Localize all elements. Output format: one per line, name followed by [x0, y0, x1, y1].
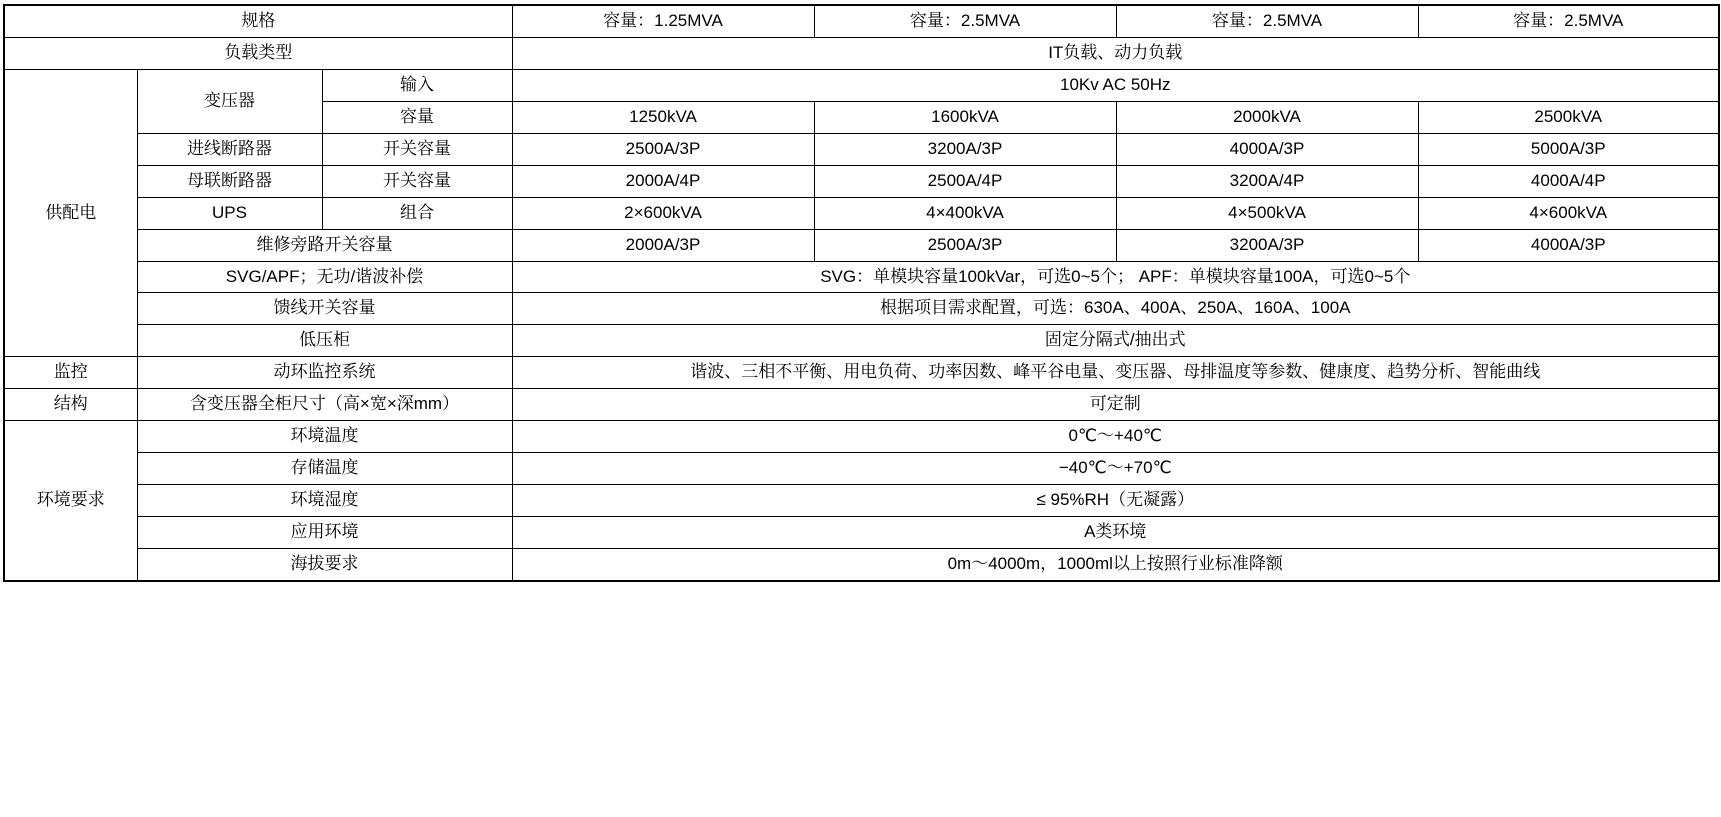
table-row — [4, 69, 1719, 101]
subgroup-cabinet-dimensions: 含变压器全柜尺寸（高×宽×深mm） — [137, 389, 512, 421]
ups-2: 4×400kVA — [814, 197, 1116, 229]
subgroup-low-voltage-cabinet: 低压柜 — [137, 325, 512, 357]
category-structure: 结构 — [4, 389, 137, 421]
subgroup-env-monitoring-system: 动环监控系统 — [137, 357, 512, 389]
param-switch-capacity-incoming: 开关容量 — [322, 133, 512, 165]
ups-4: 4×600kVA — [1418, 197, 1719, 229]
category-environment: 环境要求 — [4, 421, 137, 581]
maintenance-bypass-1: 2000A/3P — [512, 229, 814, 261]
load-type-value: IT负载、动力负载 — [512, 37, 1719, 69]
transformer-capacity-1: 1250kVA — [512, 101, 814, 133]
category-power-distribution: 供配电 — [4, 69, 137, 356]
subgroup-feeder-switch: 馈线开关容量 — [137, 293, 512, 325]
subgroup-tie-breaker: 母联断路器 — [137, 165, 322, 197]
incoming-breaker-1: 2500A/3P — [512, 133, 814, 165]
maintenance-bypass-2: 2500A/3P — [814, 229, 1116, 261]
table-row — [4, 485, 1719, 517]
param-capacity: 容量 — [322, 101, 512, 133]
table-row — [4, 37, 1719, 69]
param-input: 输入 — [322, 69, 512, 101]
monitoring-value: 谐波、三相不平衡、用电负荷、功率因数、峰平谷电量、变压器、母排温度等参数、健康度、趋势分析、智能曲线 — [512, 357, 1719, 389]
incoming-breaker-2: 3200A/3P — [814, 133, 1116, 165]
tie-breaker-4: 4000A/4P — [1418, 165, 1719, 197]
incoming-breaker-4: 5000A/3P — [1418, 133, 1719, 165]
table-row — [4, 197, 1719, 229]
tie-breaker-3: 3200A/4P — [1116, 165, 1418, 197]
low-voltage-cabinet-value: 固定分隔式/抽出式 — [512, 325, 1719, 357]
transformer-capacity-4: 2500kVA — [1418, 101, 1719, 133]
param-storage-temperature: 存储温度 — [137, 453, 512, 485]
table-row — [4, 517, 1719, 549]
incoming-breaker-3: 4000A/3P — [1116, 133, 1418, 165]
table-row — [4, 261, 1719, 293]
tie-breaker-2: 2500A/4P — [814, 165, 1116, 197]
svg-apf-value: SVG：单模块容量100kVar，可选0~5个； APF：单模块容量100A，可选0~5个 — [512, 261, 1719, 293]
maintenance-bypass-3: 3200A/3P — [1116, 229, 1418, 261]
ambient-humidity-value: ≤ 95%RH（无凝露） — [512, 485, 1719, 517]
param-ambient-humidity: 环境湿度 — [137, 485, 512, 517]
transformer-capacity-3: 2000kVA — [1116, 101, 1418, 133]
ups-3: 4×500kVA — [1116, 197, 1418, 229]
capacity-4: 容量：2.5MVA — [1418, 5, 1719, 37]
table-row — [4, 165, 1719, 197]
table-body — [4, 5, 1719, 581]
table-row — [4, 453, 1719, 485]
capacity-3: 容量：2.5MVA — [1116, 5, 1418, 37]
row-header-spec: 规格 — [4, 5, 512, 37]
param-combination: 组合 — [322, 197, 512, 229]
input-value: 10Kv AC 50Hz — [512, 69, 1719, 101]
storage-temperature-value: −40℃～+70℃ — [512, 453, 1719, 485]
param-ambient-temperature: 环境温度 — [137, 421, 512, 453]
subgroup-transformer: 变压器 — [137, 69, 322, 133]
subgroup-svg-apf: SVG/APF；无功/谐波补偿 — [137, 261, 512, 293]
capacity-2: 容量：2.5MVA — [814, 5, 1116, 37]
application-environment-value: A类环境 — [512, 517, 1719, 549]
ambient-temperature-value: 0℃～+40℃ — [512, 421, 1719, 453]
row-header-load-type: 负载类型 — [4, 37, 512, 69]
feeder-switch-value: 根据项目需求配置，可选：630A、400A、250A、160A、100A — [512, 293, 1719, 325]
table-row — [4, 421, 1719, 453]
subgroup-ups: UPS — [137, 197, 322, 229]
table-row — [4, 325, 1719, 357]
table-row — [4, 389, 1719, 421]
table-row — [4, 293, 1719, 325]
maintenance-bypass-4: 4000A/3P — [1418, 229, 1719, 261]
ups-1: 2×600kVA — [512, 197, 814, 229]
structure-value: 可定制 — [512, 389, 1719, 421]
param-switch-capacity-tie: 开关容量 — [322, 165, 512, 197]
table-row — [4, 548, 1719, 580]
category-monitoring: 监控 — [4, 357, 137, 389]
altitude-value: 0m～4000m，1000ml以上按照行业标准降额 — [512, 548, 1719, 580]
param-altitude: 海拔要求 — [137, 548, 512, 580]
tie-breaker-1: 2000A/4P — [512, 165, 814, 197]
subgroup-maintenance-bypass: 维修旁路开关容量 — [137, 229, 512, 261]
table-row — [4, 5, 1719, 37]
table-row — [4, 229, 1719, 261]
transformer-capacity-2: 1600kVA — [814, 101, 1116, 133]
subgroup-incoming-breaker: 进线断路器 — [137, 133, 322, 165]
table-row — [4, 133, 1719, 165]
param-application-environment: 应用环境 — [137, 517, 512, 549]
capacity-1: 容量：1.25MVA — [512, 5, 814, 37]
table-row — [4, 357, 1719, 389]
specification-table — [3, 4, 1720, 582]
